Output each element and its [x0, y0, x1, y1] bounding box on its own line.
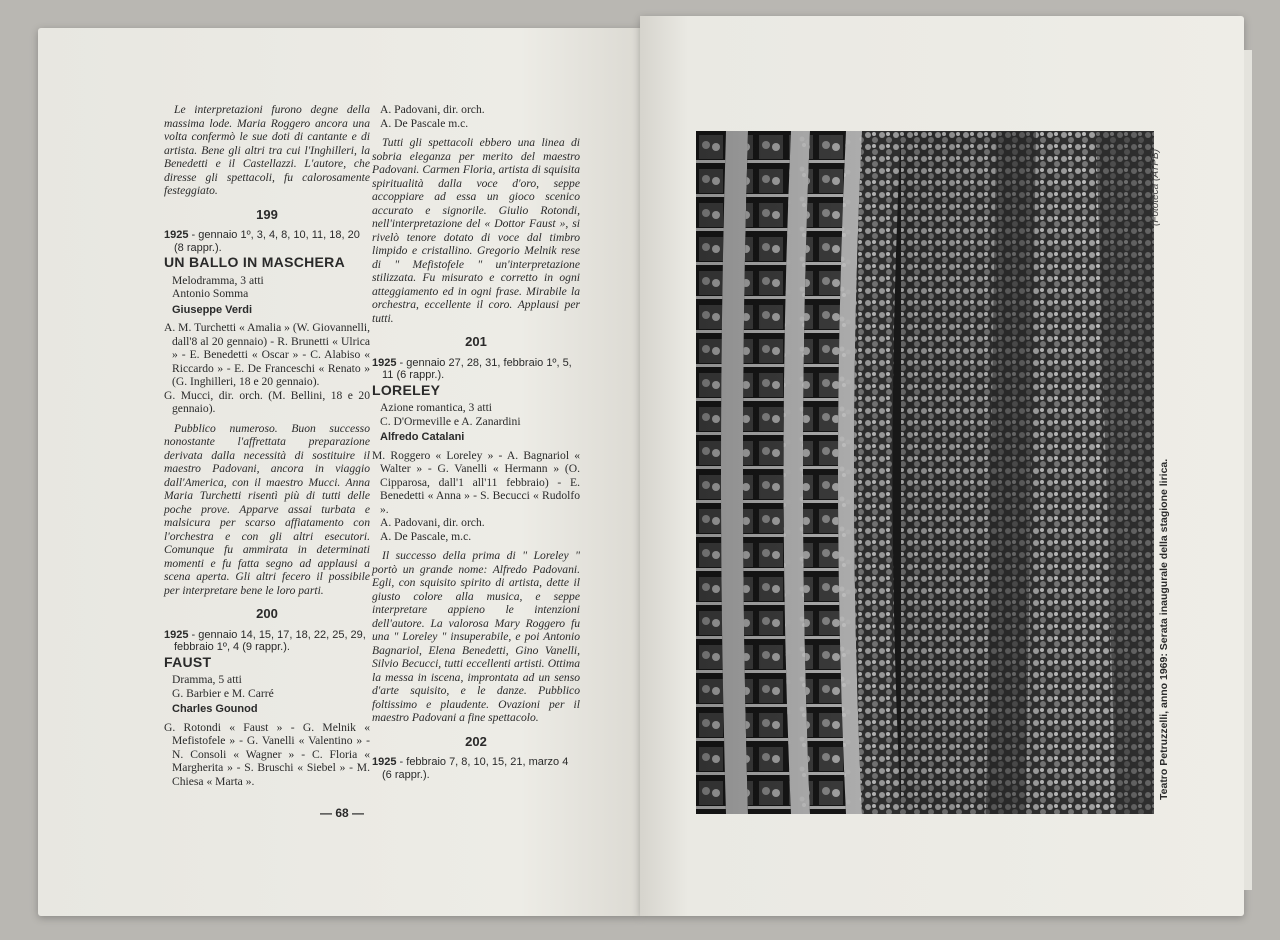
performance-dates: 1925 - gennaio 1º, 3, 4, 8, 10, 11, 18, 20 (8 rappr.). — [164, 229, 360, 254]
conductor: A. Padovani, dir. orch. — [380, 103, 485, 116]
entry-number: 200 — [256, 606, 278, 621]
librettist: G. Barbier e M. Carré — [172, 686, 274, 700]
photo-caption: Teatro Petruzzelli, anno 1969: Serata inaugurale della stagione lirica. — [1158, 458, 1170, 800]
review-text: Il successo della prima di " Loreley " portò un grande nome: Alfredo Padovani. Egli, con squisito spirito di artista, dette il giusto colore alla musica, e seppe interpretare appieno le intenzioni dell'autore. La valorosa Mary Roggero fu una " Loreley " insuperabile, e poi Antonio Bagnariol, Elena Benedetti, Gino Vanelli, Silvio Becucci, tutti eccellenti artisti. Ottima la messa in iscena, improntata ad un senso d'arte squisito, e le danze. Pubblico foltissimo e plaudente. Ovazioni per il maestro Padovani a fine spettacolo. — [372, 549, 580, 724]
book-page-edges — [1244, 50, 1252, 890]
opera-genre: Melodramma, 3 atti — [172, 273, 264, 287]
composer: Alfredo Catalani — [380, 431, 465, 443]
entry-number: 201 — [465, 334, 487, 349]
conductor: A. Padovani, dir. orch. — [380, 516, 485, 529]
performance-dates: 1925 - gennaio 27, 28, 31, febbraio 1º, 5, 11 (6 rappr.). — [372, 356, 572, 381]
chorus-master: A. De Pascale, m.c. — [380, 529, 472, 543]
conductor: G. Mucci, dir. orch. (M. Bellini, 18 e 20 gennaio). — [164, 388, 370, 415]
cast-list: A. M. Turchetti « Amalia » (W. Giovannelli, dall'8 al 20 gennaio) - R. Brunetti « Ulrica » - E. Benedetti « Oscar » - C. Alabiso « Riccardo » - E. De Franceschi « Renato » (G. Inghilleri, 18 e 20 gennaio). — [164, 321, 370, 388]
librettist: Antonio Somma — [172, 287, 249, 300]
left-column-2 — [372, 103, 580, 781]
performance-dates: 1925 - febbraio 7, 8, 10, 15, 21, marzo 4 (6 rappr.). — [372, 756, 569, 781]
opera-title: UN BALLO IN MASCHERA — [164, 254, 345, 270]
theater-photo-illustration — [696, 131, 1154, 814]
theater-photograph — [696, 131, 1154, 814]
composer: Giuseppe Verdi — [172, 303, 253, 316]
composer: Charles Gounod — [172, 703, 258, 715]
review-text: Le interpretazioni furono degne della massima lode. Maria Roggero ancora una volta confermò le sue doti di cantante e di artista. Bene gli altri tra cui l'Inghilleri, la Benedetti e il Castellazzi. L'autore, che diresse gli spettacoli, fu calorosamente festeggiato. — [164, 103, 370, 197]
librettist: C. D'Ormeville e A. Zanardini — [380, 414, 521, 428]
opera-genre: Azione romantica, 3 atti — [380, 401, 493, 414]
opera-title: LORELEY — [372, 381, 441, 398]
entry-number: 199 — [256, 206, 278, 222]
cast-list: G. Rotondi « Faust » - G. Melnik « Mefistofele » - G. Vanelli « Valentino » - N. Consoli « Wagner » - C. Floria « Margherita » - S. Bruschi « Siebel » - M. Chiesa « Marta ». — [164, 720, 370, 788]
performance-dates: 1925 - gennaio 14, 15, 17, 18, 22, 25, 29, febbraio 1º, 4 (9 rappr.). — [164, 628, 366, 653]
opera-title: FAUST — [164, 653, 212, 670]
cast-list: M. Roggero « Loreley » - A. Bagnariol « Walter » - G. Vanelli « Hermann » (O. Cipparosa, dall'1 all'11 febbraio) - E. Benedetti « Anna » - S. Becucci « Rudolfo ». — [372, 448, 580, 516]
entry-number: 202 — [465, 733, 487, 749]
chorus-master: A. De Pascale m.c. — [380, 116, 469, 130]
left-column-1 — [164, 103, 370, 788]
opera-genre: Dramma, 5 atti — [172, 673, 242, 686]
review-text: Tutti gli spettacoli ebbero una linea di sobria eleganza per merito del maestro Padovani. Carmen Floria, artista di squisita spiritualità dalla voce d'oro, seppe accoppiare ad essa un gioco scenico accurato e signorile. Giulio Rotondi, nell'interpretazione del « Dottor Faust », si rivelò tenore dotato di voce dal timbro limpido e cristallino. Gregorio Melnik rese di " Mefistofele " un'interpretazione stilizzata. Fu misurato e corretto in ogni atteggiamento ed in ogni frase. Mirabile la orchestra, eccellente il coro. Applausi per tutti. — [372, 136, 580, 325]
review-text: Pubblico numeroso. Buon successo nonostante l'affrettata preparazione derivata dalla necessità di sostituire il maestro Padovani, ancora in viaggio dall'America, con il maestro Mucci. Anna Maria Turchetti risentì più di tutti delle poche prove. Apparve assai turbata e malsicura per scarso affiatamento con l'orchestra e con gli altri esecutori. Comunque fu ammirata in determinati momenti e fu fatta segno ad applausi a scena aperta. Gli altri fecero il possibile per interpretare bene le loro parti. — [164, 421, 370, 597]
photo-credit: (Fototeca (ATPB) — [1150, 148, 1161, 226]
page-number: — 68 — — [320, 806, 365, 820]
